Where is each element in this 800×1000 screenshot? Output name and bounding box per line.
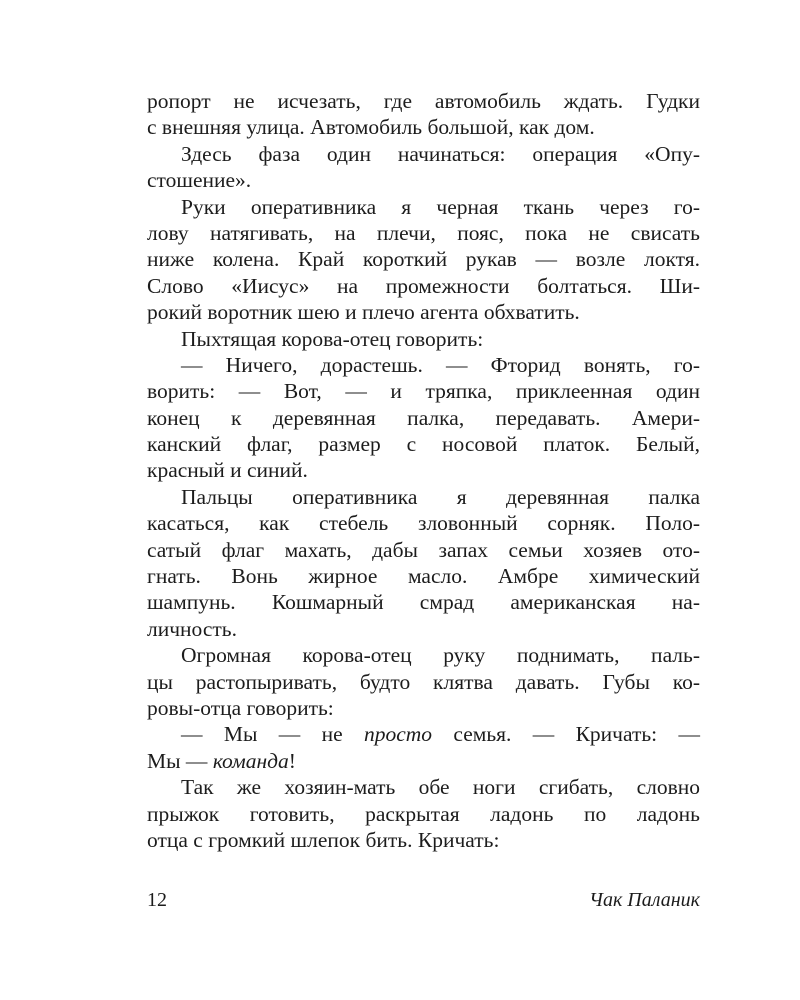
text-line: красный и синий. xyxy=(147,458,308,483)
italic-word: команда xyxy=(212,748,289,773)
text-line: ниже колена. Край короткий рукав — возле локтя. xyxy=(147,247,700,272)
text-line: Огромная корова-отец руку поднимать, паль- xyxy=(181,643,700,668)
text-segment: — Мы — не xyxy=(181,722,364,747)
text-line xyxy=(147,721,700,747)
text-line: прыжок готовить, раскрытая ладонь по ладонь xyxy=(147,801,700,826)
text-line: личность. xyxy=(147,616,237,641)
text-line: гнать. Вонь жирное масло. Амбре химический xyxy=(147,564,700,589)
text-line: ропорт не исчезать, где автомобиль ждать. Гудки xyxy=(147,89,700,113)
text-line: шампунь. Кошмарный смрад американская на- xyxy=(147,590,700,615)
text-segment: Мы — xyxy=(147,748,213,773)
text-line: лову натягивать, на плечи, пояс, пока не свисать xyxy=(147,220,700,245)
text-line: касаться, как стебель зловонный сорняк. Поло- xyxy=(147,511,700,536)
italic-word: просто xyxy=(363,722,433,747)
text-line: канский флаг, размер с носовой платок. Белый, xyxy=(147,432,700,457)
text-line: Руки оперативника я черная ткань через го- xyxy=(181,194,700,219)
text-line: рокий воротник шею и плечо агента обхватить. xyxy=(147,300,580,325)
text-line xyxy=(147,748,700,774)
text-line: — Ничего, дорастешь. — Фторид вонять, го- xyxy=(181,352,700,377)
text-line: стошение». xyxy=(147,168,252,193)
text-line: Слово «Иисус» на промежности болтаться. Ши- xyxy=(147,273,700,298)
text-line: Так же хозяин-мать обе ноги сгибать, словно xyxy=(181,775,700,800)
page-number: 12 xyxy=(147,889,167,911)
page-footer xyxy=(147,885,700,915)
text-line: ровы-отца говорить: xyxy=(147,695,334,720)
text-segment: семья. — Кричать: — xyxy=(432,722,700,747)
text-line: Пыхтящая корова-отец говорить: xyxy=(181,326,484,351)
running-author: Чак Паланик xyxy=(589,889,700,911)
text-line: цы растопыривать, будто клятва давать. Губы ко- xyxy=(147,669,700,694)
text-line: ворить: — Вот, — и тряпка, приклеенная один xyxy=(147,379,700,404)
text-line: сатый флаг махать, дабы запах семьи хозяев ото- xyxy=(147,537,700,562)
text-line: конец к деревянная палка, передавать. Амери- xyxy=(147,405,700,430)
text-line: Здесь фаза один начинаться: операция «Опу- xyxy=(181,141,700,166)
text-line: с внешняя улица. Автомобиль большой, как дом. xyxy=(147,115,595,140)
page-body xyxy=(147,88,700,853)
text-segment: ! xyxy=(288,748,296,773)
text-line: отца с громкий шлепок бить. Кричать: xyxy=(147,827,500,852)
text-line: Пальцы оперативника я деревянная палка xyxy=(181,484,700,509)
